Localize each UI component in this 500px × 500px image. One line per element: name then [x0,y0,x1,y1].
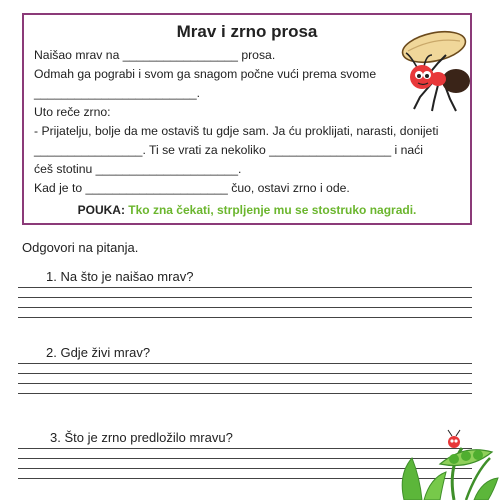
story-line-1: Naišao mrav na _________________ prosa. [34,48,276,62]
story-line-4: Uto reče zrno: [34,105,111,119]
instructions: Odgovori na pitanja. [22,240,139,255]
answer-lines-2[interactable] [18,363,472,393]
pea-pod-plant-icon [396,428,500,500]
answer-lines-1[interactable] [18,287,472,317]
moral-text: Tko zna čekati, strpljenje mu se stostruko nagradi. [128,203,417,217]
story-title: Mrav i zrno prosa [176,22,318,41]
question-2-text: Gdje živi mrav? [60,345,151,360]
story-line-3: ________________________. [34,86,201,100]
ant-carrying-seed-icon [398,25,474,113]
story-box [22,13,472,225]
question-3-text: Što je zrno predložilo mravu? [64,430,233,445]
question-1 [46,269,193,284]
moral-label: POUKA: [77,203,125,217]
story-line-7: ćeš stotinu _____________________. [34,162,242,176]
question-3 [50,430,233,445]
question-2-number: 2. [46,345,57,360]
question-3-number: 3. [50,430,61,445]
question-1-number: 1. [46,269,57,284]
story-line-6: ________________. Ti se vrati za nekoliko __________________ i naći [34,143,423,157]
question-2 [46,345,150,360]
story-line-2: Odmah ga pograbi i svom ga snagom počne vući prema svome [34,67,377,81]
moral [24,203,470,217]
question-1-text: Na što je naišao mrav? [60,269,194,284]
story-line-5: - Prijatelju, bolje da me ostaviš tu gdje sam. Ja ću proklijati, narasti, donijeti [34,124,439,138]
story-line-8: Kad je to _____________________ čuo, ostavi zrno i ode. [34,181,350,195]
